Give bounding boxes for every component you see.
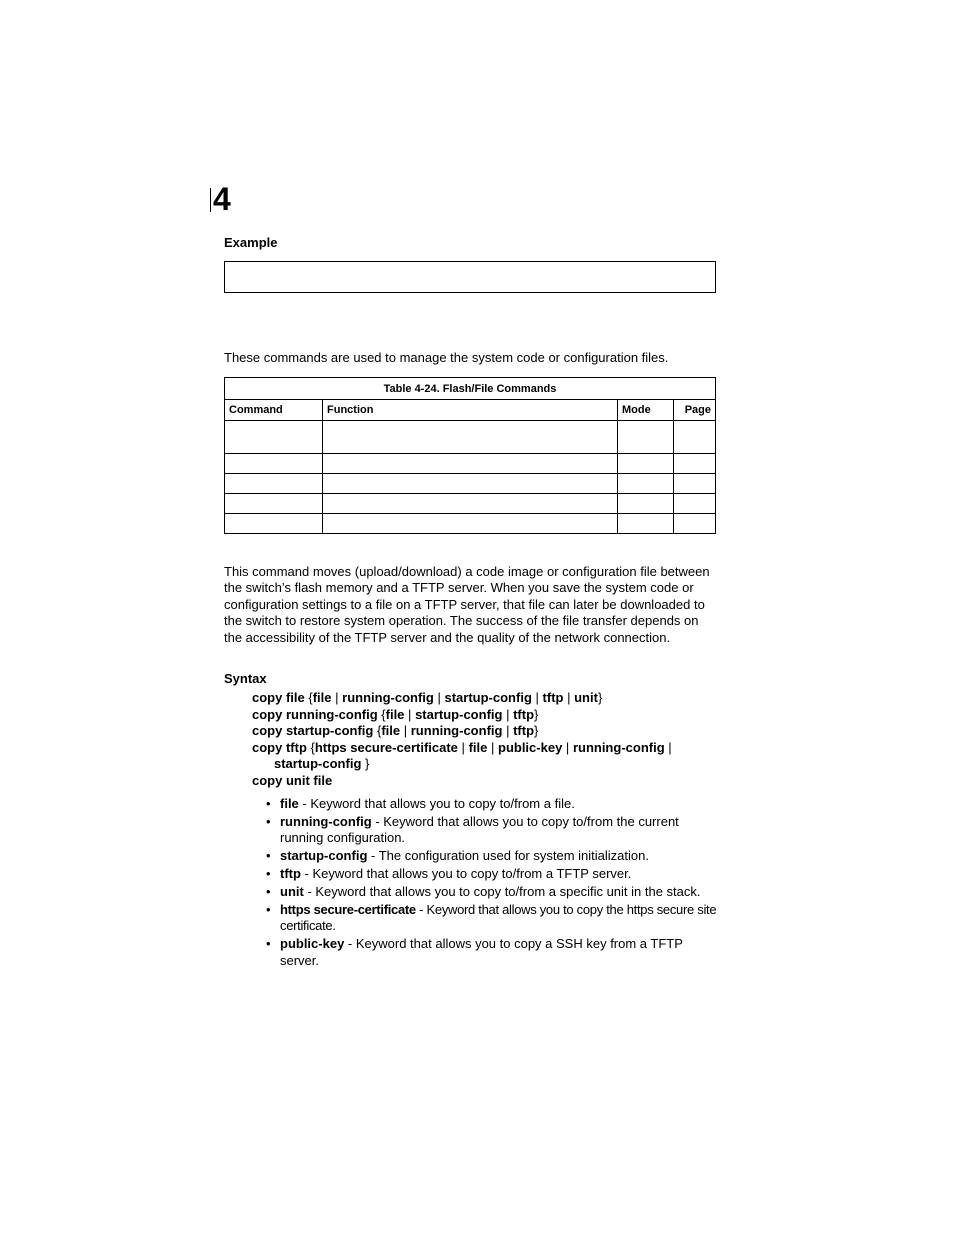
- flash-file-commands-table: [224, 377, 716, 534]
- chapter-number: 4: [213, 181, 230, 217]
- table-row: [225, 474, 716, 494]
- table-header-mode: Mode: [618, 400, 674, 421]
- syntax-line-copy-tftp-cont: startup-config }: [274, 756, 370, 771]
- syntax-block: [252, 690, 672, 789]
- example-box: [224, 261, 716, 293]
- table-header-row: [225, 400, 716, 421]
- table-row: [225, 421, 716, 454]
- table-header-command: Command: [225, 400, 323, 421]
- syntax-line-copy-startup: copy startup-config {file | running-config | tftp}: [252, 723, 539, 738]
- table-header-page: Page: [674, 400, 716, 421]
- parameter-list: [266, 796, 718, 971]
- table-row: [225, 454, 716, 474]
- syntax-line-copy-file: copy file {file | running-config | startup-config | tftp | unit}: [252, 690, 603, 705]
- list-item: • https secure-certificate - Keyword that allows you to copy the https secure site certificate.: [266, 902, 718, 934]
- chapter-marker-bar: [210, 188, 211, 212]
- command-description: This command moves (upload/download) a code image or configuration file between the switch’s flash memory and a TFTP server. When you save the system code or configuration settings to a file on a TFTP server, that file can later be downloaded to the switch to restore system operation. The success of the file transfer depends on the accessibility of the TFTP server and the quality of the network connection.: [224, 564, 710, 645]
- chapter-marker: [210, 181, 240, 217]
- list-item: • tftp - Keyword that allows you to copy to/from a TFTP server.: [266, 866, 718, 882]
- table-row: [225, 494, 716, 514]
- list-item: • file - Keyword that allows you to copy to/from a file.: [266, 796, 718, 812]
- syntax-line-copy-tftp: copy tftp {https secure-certificate | file | public-key | running-config |: [252, 739, 672, 755]
- syntax-line-copy-unit: copy unit file: [252, 772, 333, 788]
- syntax-heading: Syntax: [224, 671, 267, 686]
- intro-text: These commands are used to manage the system code or configuration files.: [224, 350, 669, 365]
- table-title: Table 4-24. Flash/File Commands: [225, 378, 716, 400]
- list-item: • public-key - Keyword that allows you to copy a SSH key from a TFTP server.: [266, 936, 718, 968]
- list-item: • running-config - Keyword that allows you to copy to/from the current running configuration.: [266, 814, 718, 846]
- list-item: • unit - Keyword that allows you to copy to/from a specific unit in the stack.: [266, 884, 718, 900]
- table-row: [225, 514, 716, 534]
- example-heading: Example: [224, 235, 278, 250]
- syntax-line-copy-running: copy running-config {file | startup-config | tftp}: [252, 706, 539, 722]
- table-header-function: Function: [323, 400, 618, 421]
- list-item: • startup-config - The configuration used for system initialization.: [266, 848, 718, 864]
